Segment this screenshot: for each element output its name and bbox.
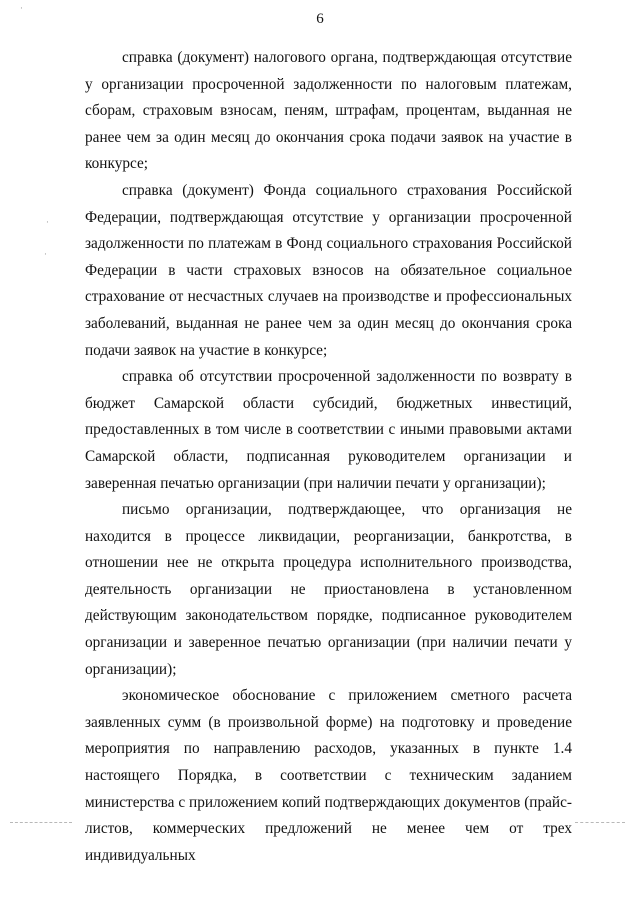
scan-artifact [10, 822, 72, 823]
scan-artifact: · [20, 4, 23, 14]
paragraph-organization-letter: письмо организации, подтверждающее, что организация не находится в процессе ликвидации, реорганизации, банкротства, в отношении нее не открыта процедура исполнительного производства, деятельность организации не приостановлена в установленном действующим законодательством порядке, подписанное руководителем организации и заверенное печатью организации (при наличии печати у организации); [85, 501, 572, 678]
page-number: 6 [316, 11, 324, 27]
scan-artifact: · [44, 250, 47, 260]
document-body [85, 45, 572, 869]
paragraph-social-insurance-certificate: справка (документ) Фонда социального страхования Российской Федерации, подтверждающая отсутствие у организации просроченной задолженности по платежам в Фонд социального страхования Российской Федерации в части страховых взносов на обязательное социальное страхование от несчастных случаев на производстве и профессиональных заболеваний, выданная не ранее чем за один месяц до окончания срока подачи заявок на участие в конкурсе; [85, 181, 572, 359]
scan-artifact [575, 822, 625, 823]
paragraph-budget-debt-certificate: справка об отсутствии просроченной задолженности по возврату в бюджет Самарской области субсидий, бюджетных инвестиций, предоставленных в том числе в соответствии с иными правовыми актами Самарской области, подписанная руководителем организации и заверенная печатью организации (при наличии печати у организации); [85, 368, 572, 492]
paragraph-economic-justification: экономическое обоснование с приложением сметного расчета заявленных сумм (в произвольной форме) на подготовку и проведение мероприятия по направлению расходов, указанных в пункте 1.4 настоящего Порядка, в соответствии с техническим заданием министерства с приложением копий подтверждающих документов (прайс-листов, коммерческих предложений не менее чем от трех индивидуальных [85, 687, 572, 864]
paragraph-tax-certificate: справка (документ) налогового органа, подтверждающая отсутствие у организации просроченной задолженности по налоговым платежам, сборам, страховым взносам, пеням, штрафам, процентам, выданная не ранее чем за один месяц до окончания срока подачи заявок на участие в конкурсе; [85, 49, 572, 173]
scan-artifact: · [46, 218, 49, 228]
